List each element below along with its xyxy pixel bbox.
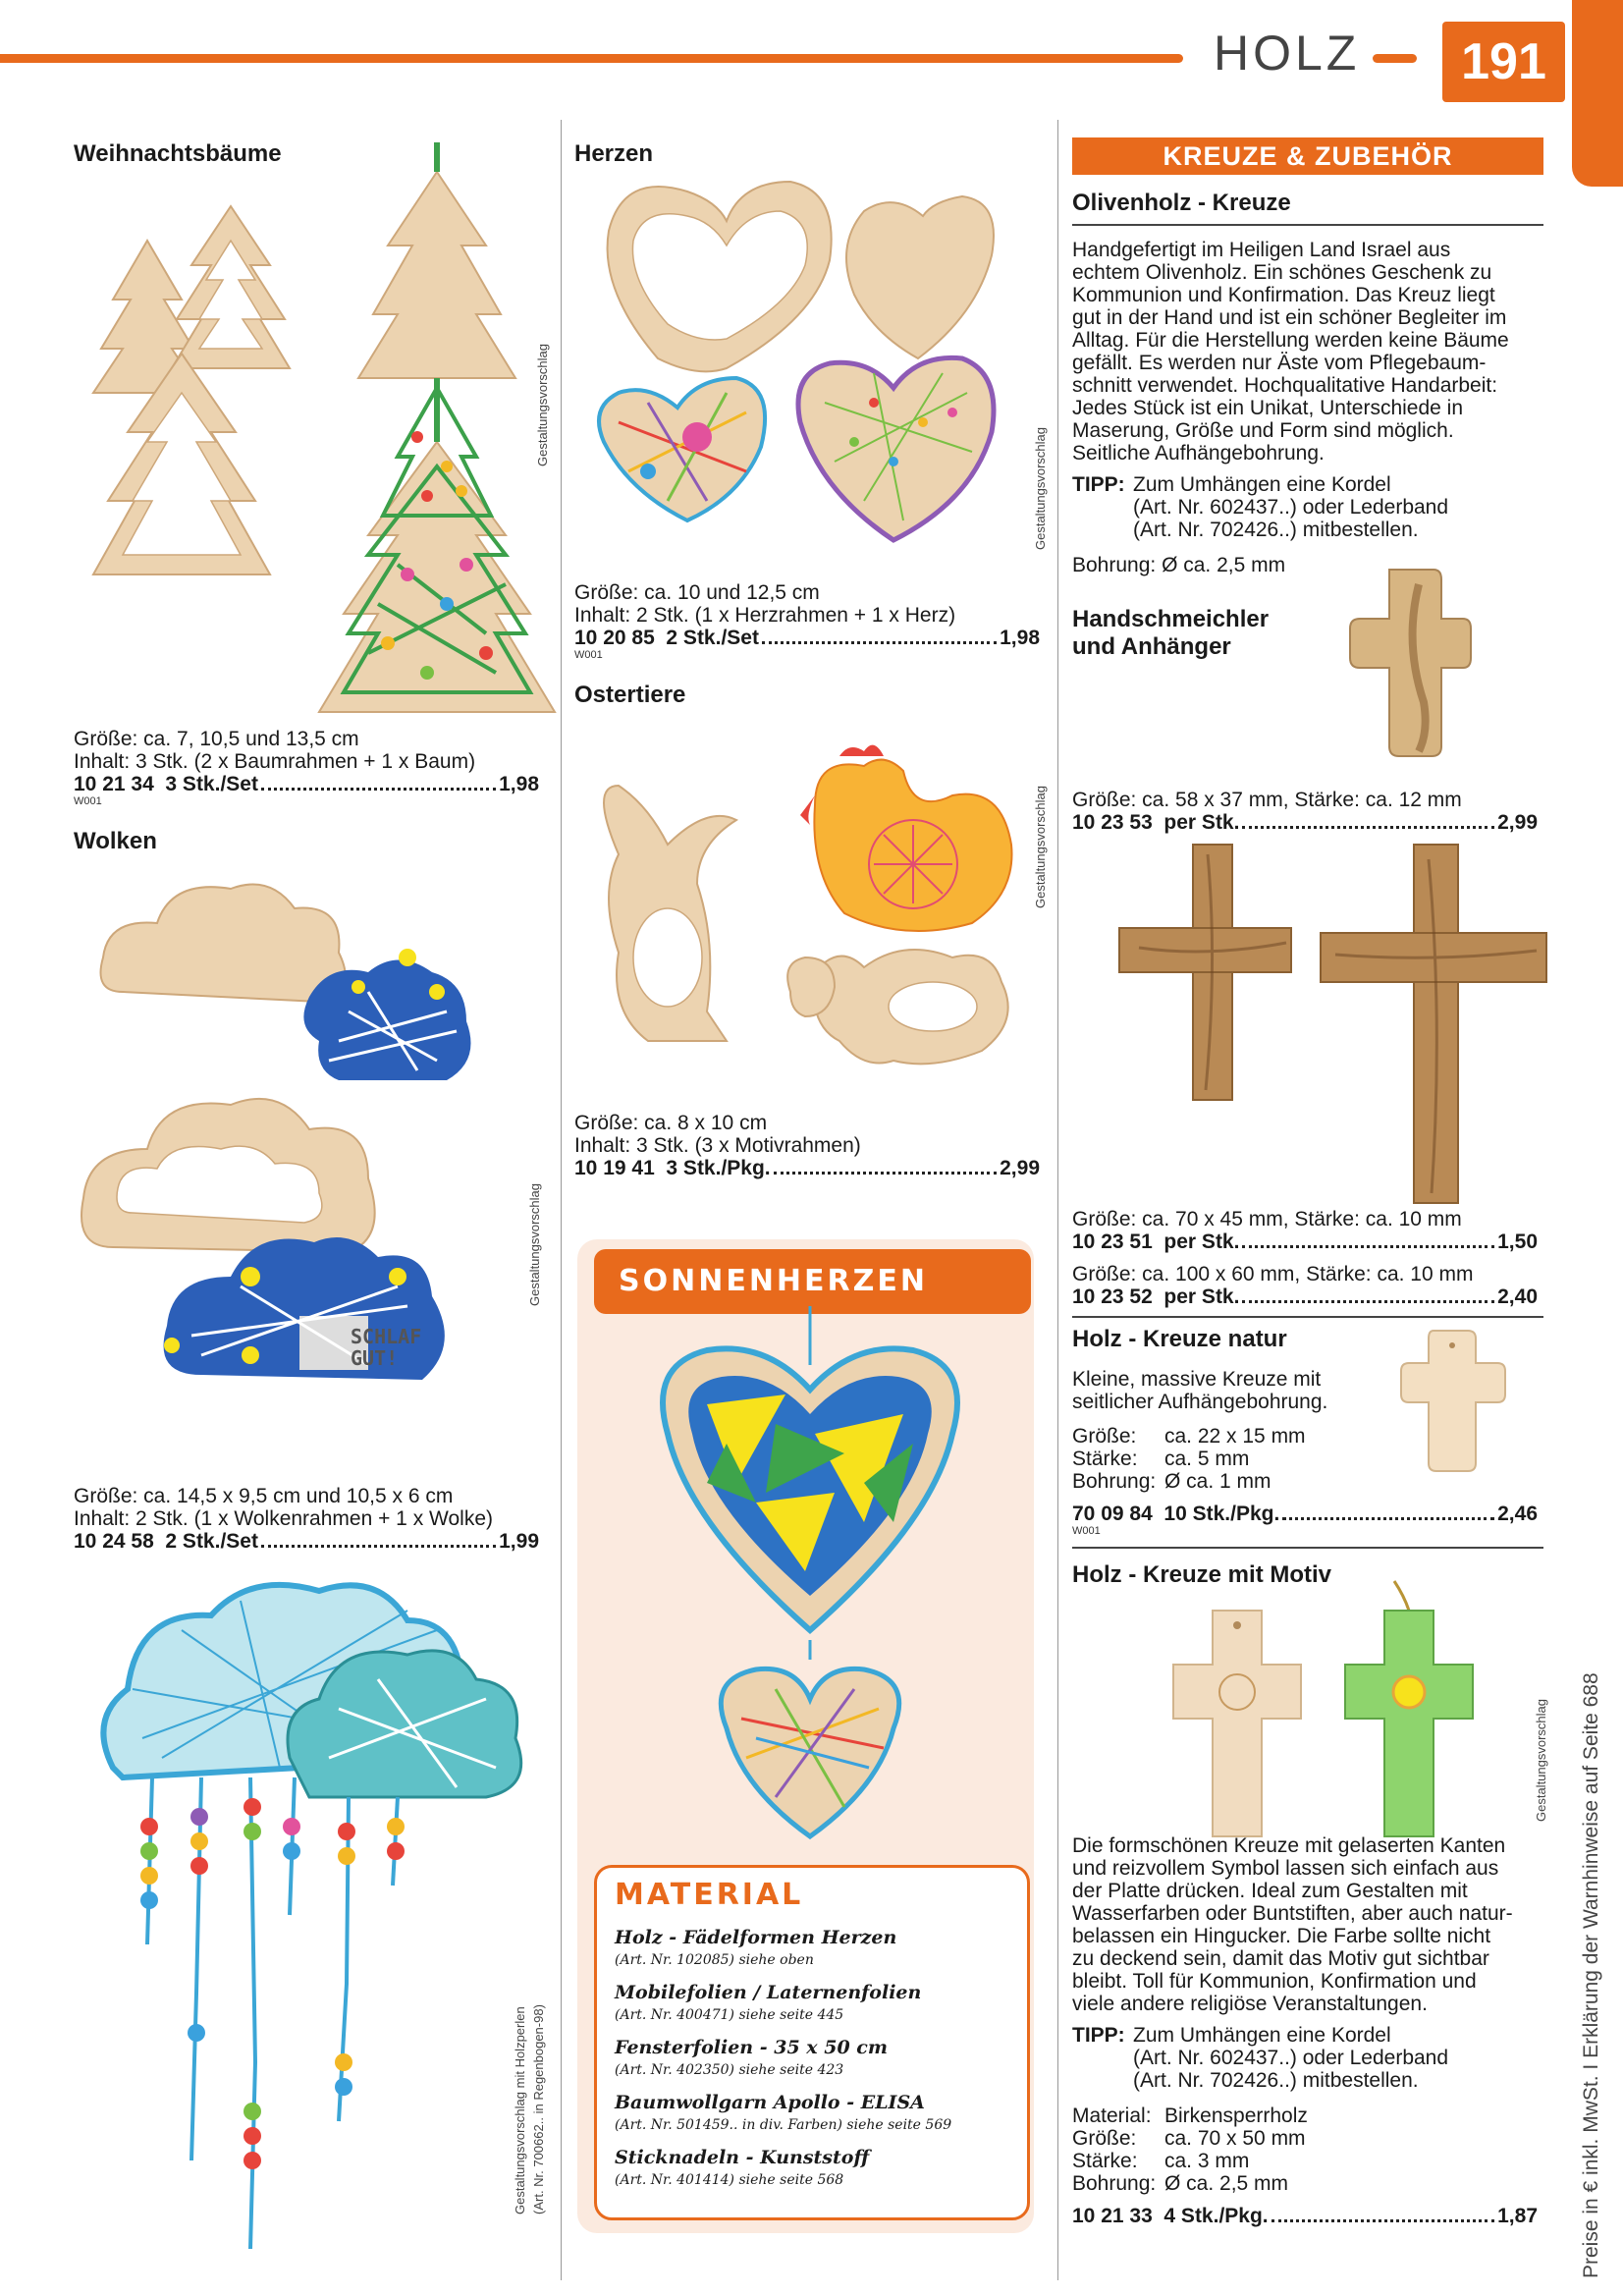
order-line bbox=[1072, 811, 1538, 834]
spec-label: Bohrung: bbox=[1072, 1470, 1157, 1493]
content-line: Inhalt: 2 Stk. (1 x Herzrahmen + 1 x Herz) bbox=[574, 604, 956, 627]
spec-label: Größe: bbox=[1072, 2127, 1137, 2150]
heading-rule bbox=[1072, 1316, 1543, 1318]
motiv-text: Die formschönen Kreuze mit gelaserten Kanten und reizvollem Symbol lassen sich einfach aus der Platte drücken. Ideal zum Gestalten mit Wasserfarben oder Buntstiften, aber auch natur- belassen ein Hingucker. Die Farbe sollte nicht zu deckend sein, damit das Motiv gut sichtbar bleibt. Toll für Kommunion, Konfirmation und viele andere religiöse Veranstaltungen. bbox=[1072, 1834, 1513, 2015]
article-number: 10 21 33 bbox=[1072, 2205, 1153, 2227]
material-item: Fensterfolien - 35 x 50 cm bbox=[615, 2037, 888, 2058]
photo-label: Gestaltungsvorschlag bbox=[527, 1182, 542, 1306]
material-ref: (Art. Nr. 400471) siehe seite 445 bbox=[615, 2007, 844, 2023]
price: 2,46 bbox=[1497, 1503, 1538, 1525]
heading-handschmeichler: Handschmeichler bbox=[1072, 606, 1270, 632]
material-box bbox=[594, 1865, 1030, 2220]
heading-olivenholz: Olivenholz - Kreuze bbox=[1072, 190, 1291, 216]
bohrung-line: Bohrung: Ø ca. 2,5 mm bbox=[1072, 554, 1286, 576]
unit: per Stk. bbox=[1163, 811, 1240, 834]
column-divider bbox=[1057, 120, 1058, 2280]
material-ref: (Art. Nr. 402350) siehe seite 423 bbox=[615, 2062, 844, 2078]
heading-herzen: Herzen bbox=[574, 140, 654, 167]
content-line: Inhalt: 3 Stk. (2 x Baumrahmen + 1 x Baum) bbox=[74, 750, 476, 773]
header-rule-short bbox=[1373, 54, 1417, 63]
header-rule bbox=[0, 54, 1183, 63]
easter-animals-image bbox=[579, 727, 1031, 1110]
spec-value: ca. 3 mm bbox=[1164, 2150, 1250, 2172]
clouds-image bbox=[74, 864, 545, 1473]
material-ref: (Art. Nr. 501459.. in div. Farben) siehe seite 569 bbox=[615, 2117, 952, 2133]
size-line: Größe: ca. 8 x 10 cm bbox=[574, 1112, 768, 1134]
price: 2,99 bbox=[1497, 811, 1538, 834]
spec-value: Birkensperrholz bbox=[1164, 2105, 1308, 2127]
article-number: 10 24 58 bbox=[74, 1530, 154, 1553]
content-line: Inhalt: 3 Stk. (3 x Motivrahmen) bbox=[574, 1134, 861, 1157]
spec-label: Material: bbox=[1072, 2105, 1152, 2127]
warning-code: W001 bbox=[574, 649, 603, 661]
olive-crosses-image bbox=[1119, 845, 1551, 1208]
christmas-trees-image bbox=[74, 142, 555, 722]
section-bar: KREUZE & ZUBEHÖR bbox=[1072, 137, 1543, 175]
article-number: 10 23 53 bbox=[1072, 811, 1153, 834]
oliven-text: Handgefertigt im Heiligen Land Israel aus echtem Olivenholz. Ein schönes Geschenk zu Kommunion und Konfirmation. Das Kreuz liegt gut in der Hand und ist ein schöner Begleiter im Alltag. Für die Herstellung werden keine Bäume gefällt. Es werden nur Äste vom Pflegebaum- schnitt verwendet. Hochqualitative Handarbeit: Jedes Stück ist ein Unikat, Unterschiede in Maserung, Größe und Form sind möglich. Seitliche Aufhängebohrung. bbox=[1072, 239, 1509, 465]
spec-value: Ø ca. 1 mm bbox=[1164, 1470, 1271, 1493]
order-line bbox=[574, 627, 1040, 649]
size-line: Größe: ca. 10 und 12,5 cm bbox=[574, 581, 820, 604]
price: 1,98 bbox=[499, 773, 539, 795]
article-number: 10 23 52 bbox=[1072, 1285, 1153, 1308]
unit: per Stk. bbox=[1163, 1285, 1240, 1308]
order-line bbox=[1072, 2205, 1538, 2227]
price: 1,98 bbox=[1000, 627, 1040, 649]
heading-ostertiere: Ostertiere bbox=[574, 682, 686, 708]
motif-crosses-image bbox=[1163, 1576, 1537, 1846]
spec-value: Ø ca. 2,5 mm bbox=[1164, 2172, 1289, 2195]
article-number: 10 19 41 bbox=[574, 1157, 655, 1179]
photo-label: Gestaltungsvorschlag bbox=[1534, 1698, 1548, 1822]
article-number: 10 20 85 bbox=[574, 627, 655, 649]
tipp-label: TIPP: bbox=[1072, 473, 1125, 496]
tipp-text: Zum Umhängen eine Kordel (Art. Nr. 602437..) oder Lederband (Art. Nr. 702426..) mitbestellen. bbox=[1133, 2024, 1449, 2092]
article-number: 10 21 34 bbox=[74, 773, 154, 795]
natur-text: Kleine, massive Kreuze mit seitlicher Aufhängebohrung. bbox=[1072, 1368, 1328, 1413]
heading-weihnachtsbaeume: Weihnachtsbäume bbox=[74, 140, 282, 167]
natural-cross-image bbox=[1399, 1326, 1507, 1473]
column-divider bbox=[561, 120, 562, 2280]
material-ref: (Art. Nr. 102085) siehe oben bbox=[615, 1952, 814, 1968]
material-item: Holz - Fädelformen Herzen bbox=[615, 1927, 897, 1948]
spec-label: Bohrung: bbox=[1072, 2172, 1157, 2195]
sign-text: SCHLAF GUT! bbox=[351, 1325, 422, 1370]
content-line: Inhalt: 2 Stk. (1 x Wolkenrahmen + 1 x Wolke) bbox=[74, 1507, 493, 1530]
unit: 2 Stk./Set bbox=[165, 1530, 258, 1553]
material-ref: (Art. Nr. 401414) siehe seite 568 bbox=[615, 2172, 844, 2188]
article-number: 10 23 51 bbox=[1072, 1230, 1153, 1253]
hearts-image bbox=[579, 177, 1021, 579]
material-item: Baumwollgarn Apollo - ELISA bbox=[615, 2092, 925, 2113]
spec-label: Stärke: bbox=[1072, 2150, 1138, 2172]
price: 1,87 bbox=[1497, 2205, 1538, 2227]
article-number: 70 09 84 bbox=[1072, 1503, 1153, 1525]
order-line bbox=[74, 1530, 539, 1553]
size-line: Größe: ca. 100 x 60 mm, Stärke: ca. 10 mm bbox=[1072, 1263, 1474, 1285]
warning-code: W001 bbox=[74, 795, 102, 807]
heading-kreuze-motiv: Holz - Kreuze mit Motiv bbox=[1072, 1561, 1332, 1588]
unit: 2 Stk./Set bbox=[666, 627, 759, 649]
heading-wolken: Wolken bbox=[74, 828, 157, 854]
heading-rule bbox=[1072, 224, 1543, 226]
unit: 4 Stk./Pkg. bbox=[1163, 2205, 1269, 2227]
heading-anhaenger: und Anhänger bbox=[1072, 633, 1231, 660]
spec-label: Größe: bbox=[1072, 1425, 1137, 1448]
spec-value: ca. 22 x 15 mm bbox=[1164, 1425, 1306, 1448]
order-line bbox=[1072, 1285, 1538, 1308]
heading-kreuze-natur: Holz - Kreuze natur bbox=[1072, 1326, 1287, 1352]
olive-cross-small-image bbox=[1345, 565, 1473, 761]
material-item: Sticknadeln - Kunststoff bbox=[615, 2147, 870, 2168]
tipp-label: TIPP: bbox=[1072, 2024, 1125, 2047]
side-tab bbox=[1572, 0, 1623, 187]
order-line bbox=[1072, 1230, 1538, 1253]
warning-code: W001 bbox=[1072, 1525, 1101, 1537]
photo-label: Gestaltungsvorschlag mit Holzperlen bbox=[513, 2006, 527, 2214]
photo-label: Gestaltungsvorschlag bbox=[1033, 785, 1048, 908]
heading-rule bbox=[1072, 1547, 1543, 1549]
size-line: Größe: ca. 7, 10,5 und 13,5 cm bbox=[74, 728, 359, 750]
tipp-text: Zum Umhängen eine Kordel (Art. Nr. 602437..) oder Lederband (Art. Nr. 702426..) mitbestellen. bbox=[1133, 473, 1449, 541]
size-line: Größe: ca. 14,5 x 9,5 cm und 10,5 x 6 cm bbox=[74, 1485, 454, 1507]
size-line: Größe: ca. 70 x 45 mm, Stärke: ca. 10 mm bbox=[1072, 1208, 1462, 1230]
spec-label: Stärke: bbox=[1072, 1448, 1138, 1470]
size-line: Größe: ca. 58 x 37 mm, Stärke: ca. 12 mm bbox=[1072, 789, 1462, 811]
cloud-mobile-image bbox=[83, 1571, 545, 2259]
side-note: Preise in € inkl. MwSt. I Erklärung der Warnhinweise auf Seite 688 bbox=[1580, 1672, 1602, 2278]
price: 2,99 bbox=[1000, 1157, 1040, 1179]
unit: 3 Stk./Set bbox=[165, 773, 258, 795]
unit: 3 Stk./Pkg. bbox=[666, 1157, 771, 1179]
photo-label: Gestaltungsvorschlag bbox=[1033, 426, 1048, 550]
unit: per Stk. bbox=[1163, 1230, 1240, 1253]
page-number: 191 bbox=[1442, 22, 1565, 102]
sun-hearts-image bbox=[648, 1306, 972, 1866]
price: 1,99 bbox=[499, 1530, 539, 1553]
photo-label: (Art. Nr. 700662.. in Regenbogen-98) bbox=[531, 2004, 546, 2214]
spec-value: ca. 5 mm bbox=[1164, 1448, 1250, 1470]
order-line bbox=[1072, 1503, 1538, 1525]
order-line bbox=[74, 773, 539, 795]
sonnenherzen-title: SONNENHERZEN bbox=[594, 1249, 1031, 1314]
price: 2,40 bbox=[1497, 1285, 1538, 1308]
material-title: MATERIAL bbox=[615, 1878, 804, 1912]
order-line bbox=[574, 1157, 1040, 1179]
price: 1,50 bbox=[1497, 1230, 1538, 1253]
spec-value: ca. 70 x 50 mm bbox=[1164, 2127, 1306, 2150]
section-title: HOLZ bbox=[1214, 26, 1361, 81]
unit: 10 Stk./Pkg. bbox=[1163, 1503, 1280, 1525]
material-item: Mobilefolien / Laternenfolien bbox=[615, 1982, 922, 2003]
photo-label: Gestaltungsvorschlag bbox=[535, 343, 550, 466]
